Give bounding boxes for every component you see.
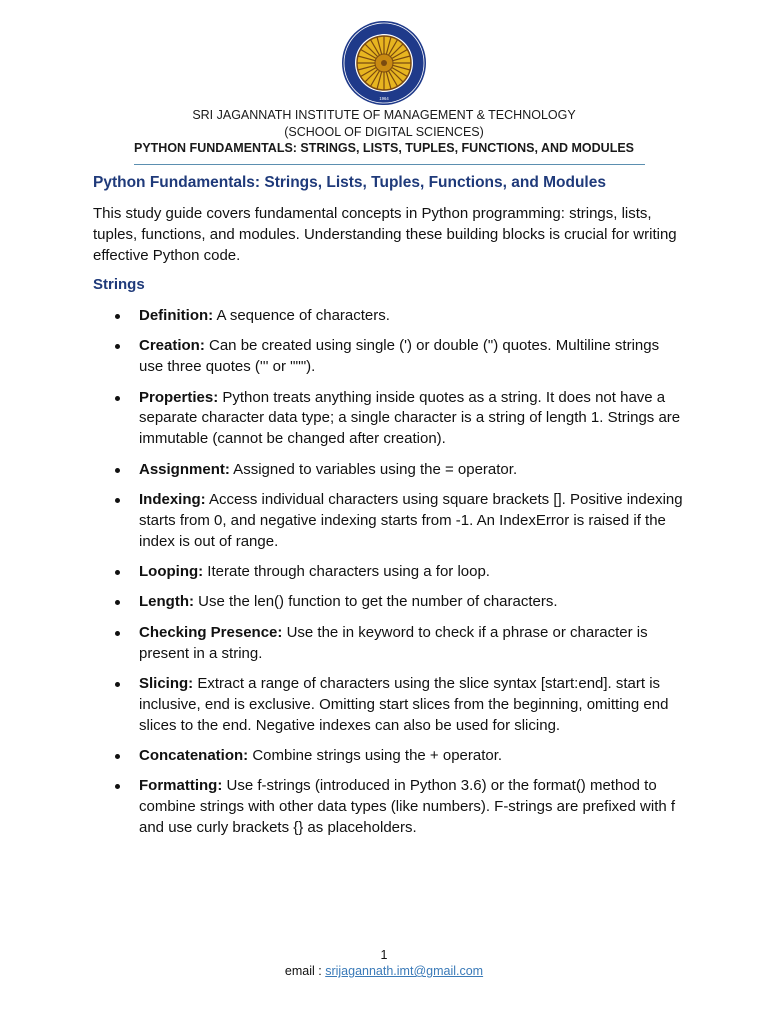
list-item (93, 490, 683, 552)
item-text: Can be created using single (') or double (") quotes. Multiline strings use three quotes (''' or """). (139, 337, 660, 376)
page-number: 1 (380, 948, 388, 962)
item-term: Definition: (139, 307, 214, 324)
list-item (93, 623, 683, 665)
strings-bullet-list (93, 306, 683, 848)
list-item (93, 592, 683, 613)
list-item (93, 306, 683, 327)
item-text: Iterate through characters using a for loop. (203, 562, 490, 580)
list-item (93, 460, 683, 481)
institute-logo (341, 20, 427, 106)
bullet-dot (115, 468, 120, 473)
item-term: Formatting: (139, 777, 223, 795)
item-term: Creation: (139, 337, 205, 355)
item-text: Use f-strings (introduced in Python 3.6) or the format() method to combine strings with other data types (like numbers). F-strings are prefixed with f and use curly brackets {} as placeholders. (139, 777, 676, 836)
footer-email (0, 964, 768, 978)
bullet-dot (115, 344, 120, 349)
list-item (93, 776, 683, 838)
logo-year: 1964 (379, 96, 389, 101)
list-item (93, 336, 683, 378)
item-text: Extract a range of characters using the slice syntax [start:end]. start is inclusive, end is exclusive. Omitting start slices from the beginning, omitting end slices to the end. Negative indexes can also be used for slicing. (139, 674, 669, 734)
item-term: Indexing: (139, 490, 206, 508)
item-text: Assigned to variables using the = operator. (229, 460, 518, 478)
item-text: Combine strings using the + operator. (248, 746, 503, 764)
email-link[interactable]: srijagannath.imt@gmail.com (325, 964, 484, 978)
bullet-dot (115, 570, 120, 575)
item-term: Properties: (139, 388, 219, 406)
bullet-dot (115, 754, 120, 759)
bullet-dot (115, 784, 120, 789)
item-term: Checking Presence: (139, 623, 283, 641)
school-name: (SCHOOL OF DIGITAL SCIENCES) (284, 125, 484, 139)
section-heading-strings: Strings (93, 276, 145, 293)
bullet-dot (115, 314, 120, 319)
item-text: Python treats anything inside quotes as a string. It does not have a separate character data type; a single character is a string of length 1. Strings are immutable (cannot be changed after creation). (139, 388, 681, 448)
item-text: Access individual characters using square brackets []. Positive indexing starts from 0, and negative indexing starts from -1. An IndexError is raised if the index is out of range. (139, 490, 683, 550)
bullet-dot (115, 631, 120, 636)
item-text: A sequence of characters. (213, 307, 390, 324)
bullet-dot (115, 682, 120, 687)
page-title: Python Fundamentals: Strings, Lists, Tuples, Functions, and Modules (93, 174, 606, 191)
item-text: Use the len() function to get the number of characters. (193, 593, 558, 611)
bullet-dot (115, 498, 120, 503)
email-label: email : (284, 964, 326, 978)
list-item (93, 674, 683, 736)
header-divider (134, 164, 645, 165)
intro-paragraph: This study guide covers fundamental concepts in Python programming: strings, lists, tuples, functions, and modules. Understanding these building blocks is crucial for writing effective Python code. (93, 205, 677, 264)
list-item (93, 746, 683, 767)
institute-name: SRI JAGANNATH INSTITUTE OF MANAGEMENT & TECHNOLOGY (192, 108, 576, 122)
item-text: Use the in keyword to check if a phrase or character is present in a string. (139, 623, 648, 662)
item-term: Assignment: (139, 460, 230, 478)
item-term: Length: (139, 593, 194, 611)
bullet-dot (115, 600, 120, 605)
item-term: Looping: (139, 562, 204, 580)
course-title: PYTHON FUNDAMENTALS: STRINGS, LISTS, TUPLES, FUNCTIONS, AND MODULES (134, 141, 634, 155)
list-item (93, 388, 683, 450)
list-item (93, 562, 683, 583)
item-term: Slicing: (139, 674, 194, 692)
bullet-dot (115, 396, 120, 401)
item-term: Concatenation: (139, 746, 249, 764)
